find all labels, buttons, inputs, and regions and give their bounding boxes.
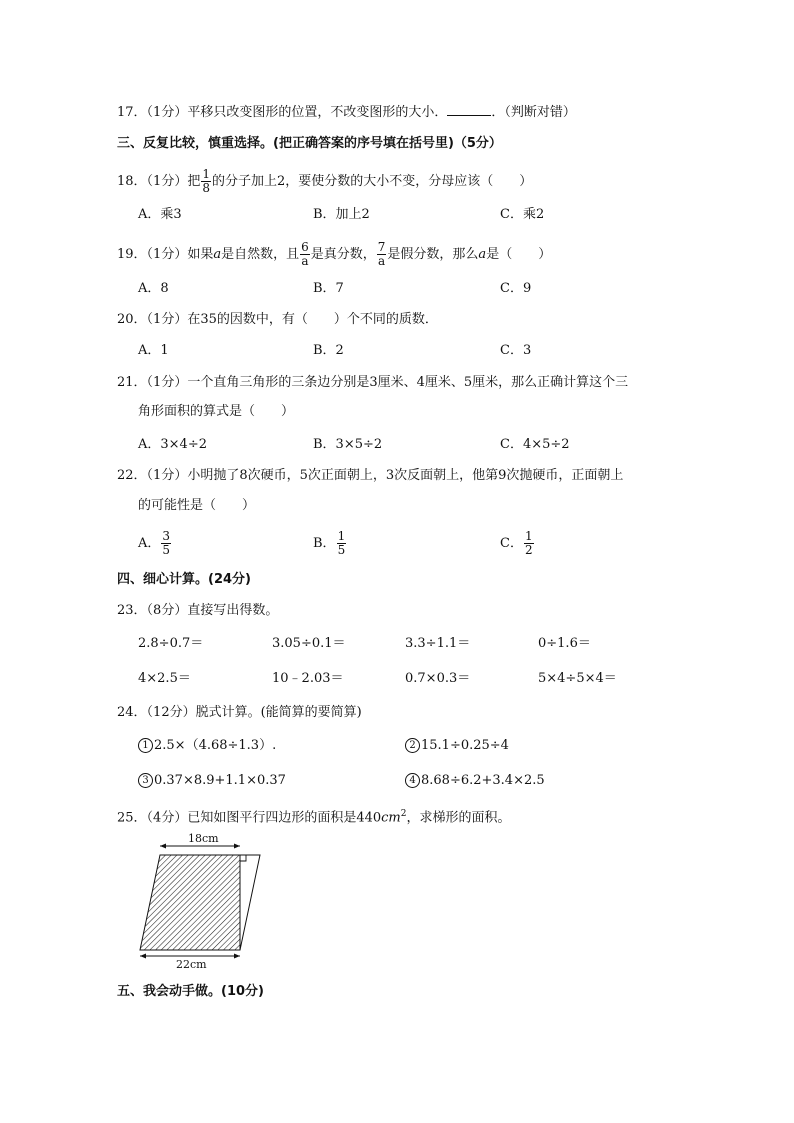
question-17 xyxy=(117,103,576,122)
expression: 0.37×8.9+1.1×0.37 xyxy=(154,773,286,788)
expression-item xyxy=(405,772,545,790)
calc-item: 2.8÷0.7＝ xyxy=(138,636,204,651)
q20-option-b: B．2 xyxy=(313,343,344,358)
bottom-length-label: 22cm xyxy=(176,958,207,970)
fraction xyxy=(377,241,387,268)
parallelogram-trapezoid-figure xyxy=(130,828,270,970)
numerator: 1 xyxy=(337,529,346,543)
variable-a: a xyxy=(213,247,222,262)
parallelogram-outline xyxy=(240,855,260,950)
calc-item: 3.05÷0.1＝ xyxy=(272,636,346,651)
denominator: 2 xyxy=(524,543,533,557)
q19-prefix: 19．（1分）如果 xyxy=(117,247,214,262)
question-18 xyxy=(117,168,532,195)
q19-suffix: 是（ ） xyxy=(486,247,552,262)
question-21-line-2: 角形面积的算式是（ ） xyxy=(138,404,295,419)
calc-item: 5×4÷5×4＝ xyxy=(538,671,617,686)
fraction xyxy=(524,530,534,557)
expression: 8.68÷6.2+3.4×2.5 xyxy=(421,773,545,788)
q18-option-c: C．乘2 xyxy=(500,207,545,222)
q18-prefix: 18．（1分）把 xyxy=(117,174,201,189)
unit-exponent: 2 xyxy=(400,809,407,819)
q21-option-b: B．3×5÷2 xyxy=(313,437,383,452)
denominator: 5 xyxy=(162,543,171,557)
q20-option-c: C．3 xyxy=(500,343,532,358)
expression: 15.1÷0.25÷4 xyxy=(421,738,509,753)
q19-text-2: 是真分数， xyxy=(310,247,376,262)
circled-number: 1 xyxy=(138,738,153,753)
q19-option-a: A．8 xyxy=(138,281,169,296)
expression-item xyxy=(138,772,286,790)
q22-option-a xyxy=(138,530,172,557)
question-21-line-1: 21．（1分）一个直角三角形的三条边分别是3厘米、4厘米、5厘米，那么正确计算这个三 xyxy=(117,375,629,390)
hatched-trapezoid xyxy=(140,855,240,950)
calc-item: 10﹣2.03＝ xyxy=(272,671,344,686)
option-label: C． xyxy=(500,536,523,551)
arrow-head xyxy=(234,954,240,959)
answer-blank[interactable] xyxy=(447,103,491,116)
right-angle-mark xyxy=(240,855,246,861)
variable-a: a xyxy=(478,247,487,262)
numerator: 1 xyxy=(524,529,533,543)
numerator: 6 xyxy=(301,240,309,254)
q18-option-a: A．乘3 xyxy=(138,207,182,222)
numerator: 1 xyxy=(202,167,210,181)
fraction xyxy=(201,168,211,195)
numerator: 3 xyxy=(162,529,171,543)
arrow-head xyxy=(234,844,240,849)
question-23: 23．（8分）直接写出得数。 xyxy=(117,603,279,618)
option-label: A． xyxy=(138,536,161,551)
circled-number: 2 xyxy=(405,738,420,753)
question-22-line-2: 的可能性是（ ） xyxy=(138,498,256,513)
fraction xyxy=(300,241,310,268)
calc-item: 4×2.5＝ xyxy=(138,671,191,686)
denominator: a xyxy=(378,254,386,268)
question-25 xyxy=(117,805,511,827)
expression: 2.5×（4.68÷1.3）. xyxy=(154,738,277,753)
q19-text-1: 是自然数，且 xyxy=(221,247,300,262)
denominator: 8 xyxy=(202,181,210,195)
unit: cm xyxy=(381,810,401,826)
q19-option-b: B．7 xyxy=(313,281,344,296)
section-4-heading: 四、细心计算。(24分) xyxy=(117,572,251,587)
denominator: 5 xyxy=(337,543,346,557)
q18-option-b: B．加上2 xyxy=(313,207,370,222)
option-label: B． xyxy=(313,536,336,551)
denominator: a xyxy=(301,254,309,268)
numerator: 7 xyxy=(377,240,386,254)
q19-text-3: 是假分数，那么 xyxy=(387,247,479,262)
calc-item: 0÷1.6＝ xyxy=(538,636,591,651)
q21-option-c: C．4×5÷2 xyxy=(500,437,570,452)
fraction xyxy=(337,530,347,557)
q25-prefix: 25．（4分）已知如图平行四边形的面积是440 xyxy=(117,810,382,826)
question-19 xyxy=(117,241,551,268)
circled-number: 3 xyxy=(138,773,153,788)
q19-option-c: C．9 xyxy=(500,281,532,296)
question-20: 20．（1分）在35的因数中，有（ ）个不同的质数． xyxy=(117,312,438,327)
q17-tail: ．（判断对错） xyxy=(491,105,576,120)
q22-option-b xyxy=(313,530,347,557)
question-24: 24．（12分）脱式计算。(能简算的要简算) xyxy=(117,705,362,720)
section-5-heading: 五、我会动手做。(10分) xyxy=(117,984,264,999)
q25-suffix: ，求梯形的面积。 xyxy=(406,810,511,826)
calc-item: 0.7×0.3＝ xyxy=(405,671,471,686)
q22-option-c xyxy=(500,530,535,557)
expression-item xyxy=(138,737,276,755)
circled-number: 4 xyxy=(405,773,420,788)
arrow-head xyxy=(160,844,166,849)
q18-suffix: 的分子加上2，要使分数的大小不变，分母应该（ ） xyxy=(211,174,533,189)
expression-item xyxy=(405,737,509,755)
question-22-line-1: 22．（1分）小明抛了8次硬币，5次正面朝上，3次反面朝上，他第9次抛硬币，正面朝上 xyxy=(117,468,624,483)
fraction xyxy=(161,530,171,557)
section-3-heading: 三、反复比较，慎重选择。(把正确答案的序号填在括号里)（5分） xyxy=(117,136,502,151)
q20-option-a: A．1 xyxy=(138,343,169,358)
q17-text: 17．（1分）平移只改变图形的位置，不改变图形的大小． xyxy=(117,105,448,120)
top-length-label: 18cm xyxy=(188,832,219,845)
calc-item: 3.3÷1.1＝ xyxy=(405,636,471,651)
q21-option-a: A．3×4÷2 xyxy=(138,437,207,452)
arrow-head xyxy=(140,954,146,959)
